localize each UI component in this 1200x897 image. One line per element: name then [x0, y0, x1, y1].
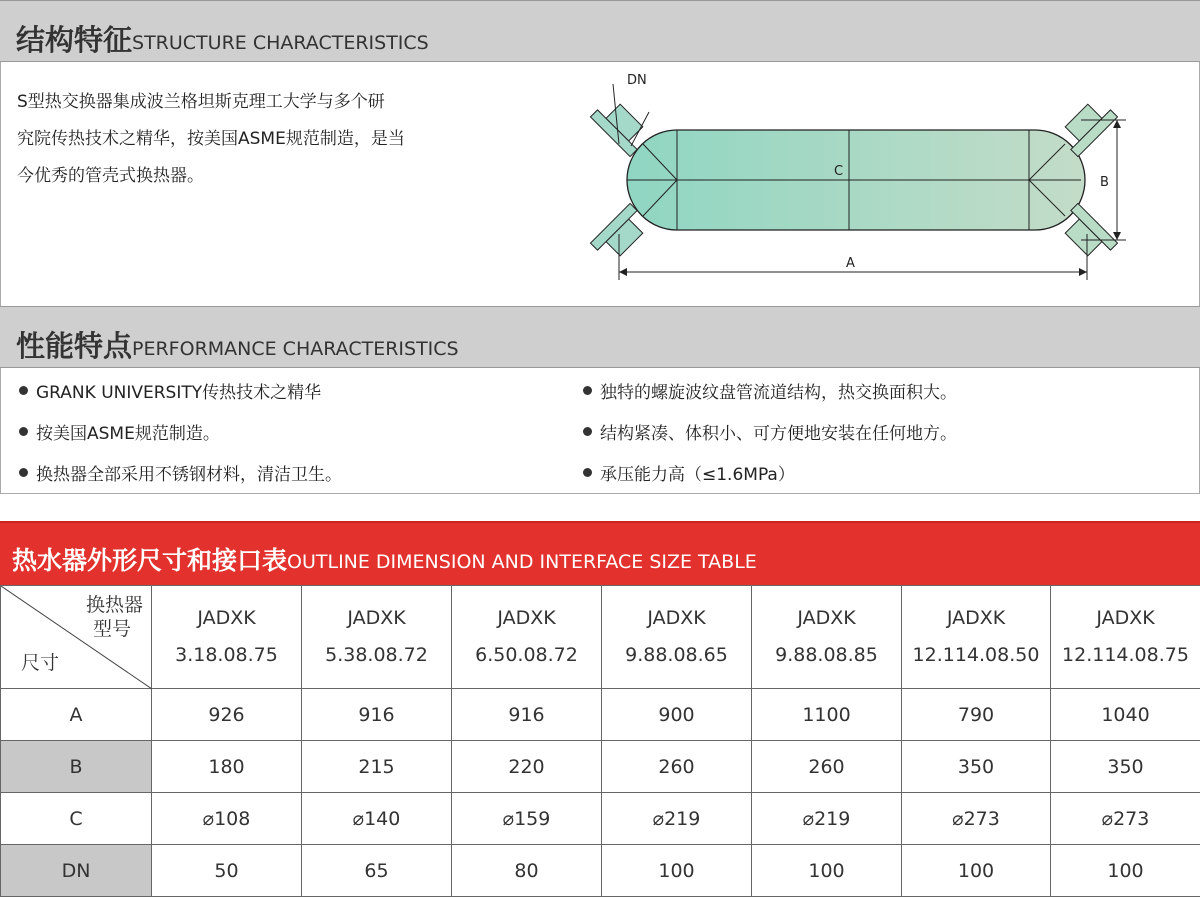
feature-item: [583, 378, 957, 403]
model-line1: JADXK: [1096, 607, 1155, 629]
table-title-cn: 热水器外形尺寸和接口表: [12, 546, 288, 575]
table-header: [0, 521, 1200, 585]
table-row: [1, 741, 1200, 793]
table-cell: 926: [152, 689, 302, 741]
feature-item: [583, 419, 957, 444]
model-line2: 9.88.08.65: [625, 644, 728, 666]
feature-text: 换热器全部采用不锈钢材料，清洁卫生。: [36, 465, 342, 485]
bullet-icon: [583, 427, 592, 436]
a-label: A: [846, 256, 855, 271]
row-label: A: [1, 689, 152, 741]
bullet-icon: [583, 468, 592, 477]
table-cell: 916: [452, 689, 602, 741]
performance-panel: [0, 368, 1200, 494]
structure-title-cn: 结构特征: [16, 23, 133, 57]
intro-line: 今优秀的管壳式换热器。: [17, 166, 204, 186]
model-line1: JADXK: [497, 607, 556, 629]
feature-item: [19, 378, 321, 403]
model-header: [902, 586, 1051, 689]
row-label: DN: [1, 845, 152, 897]
corner-cell: [1, 586, 152, 689]
model-header: [152, 586, 302, 689]
structure-panel: [0, 62, 1200, 306]
bullet-icon: [19, 427, 28, 436]
structure-header: [0, 0, 1200, 62]
dimension-table: [0, 585, 1200, 897]
intro-line: 究院传热技术之精华，按美国ASME规范制造，是当: [17, 129, 405, 149]
table-cell: 80: [452, 845, 602, 897]
table-head-row: [1, 586, 1200, 689]
table-cell: ⌀219: [752, 793, 902, 845]
feature-text: 结构紧凑、体积小、可方便地安装在任何地方。: [600, 424, 957, 444]
table-cell: 100: [752, 845, 902, 897]
table-cell: 180: [152, 741, 302, 793]
table-cell: 790: [902, 689, 1051, 741]
table-cell: 100: [602, 845, 752, 897]
model-line2: 5.38.08.72: [325, 644, 428, 666]
row-label: B: [1, 741, 152, 793]
table-cell: ⌀108: [152, 793, 302, 845]
feature-item: [19, 419, 220, 444]
model-header: [1051, 586, 1200, 689]
table-cell: 260: [752, 741, 902, 793]
model-line2: 12.114.08.50: [912, 644, 1040, 666]
table-cell: 916: [302, 689, 452, 741]
feature-text: 按美国ASME规范制造。: [36, 424, 220, 444]
table-cell: 350: [1051, 741, 1200, 793]
dn-label: DN: [627, 73, 647, 88]
table-row: [1, 689, 1200, 741]
table-cell: 900: [602, 689, 752, 741]
c-label: C: [834, 164, 844, 179]
model-line1: JADXK: [946, 607, 1006, 629]
table-cell: ⌀273: [1051, 793, 1200, 845]
feature-text: GRANK UNIVERSITY传热技术之精华: [36, 383, 322, 403]
model-line1: JADXK: [197, 607, 256, 629]
table-cell: 260: [602, 741, 752, 793]
feature-text: 独特的螺旋波纹盘管流道结构，热交换面积大。: [600, 383, 957, 403]
table-cell: ⌀219: [602, 793, 752, 845]
model-header: [602, 586, 752, 689]
performance-title-en: PERFORMANCE CHARACTERISTICS: [132, 338, 459, 360]
table-cell: 50: [152, 845, 302, 897]
structure-intro: [17, 84, 457, 195]
structure-title-en: STRUCTURE CHARACTERISTICS: [132, 32, 429, 54]
performance-header: [0, 306, 1200, 368]
b-label: B: [1100, 175, 1109, 190]
corner-bottom: 尺寸: [21, 652, 60, 674]
feature-item: [19, 460, 342, 485]
model-header: [752, 586, 902, 689]
table-cell: ⌀273: [902, 793, 1051, 845]
feature-item: [583, 460, 795, 485]
table-cell: ⌀140: [302, 793, 452, 845]
bullet-icon: [19, 468, 28, 477]
table-cell: 65: [302, 845, 452, 897]
model-header: [452, 586, 602, 689]
table-cell: 100: [1051, 845, 1200, 897]
bullet-icon: [583, 386, 592, 395]
table-row: [1, 845, 1200, 897]
model-line2: 12.114.08.75: [1062, 644, 1189, 666]
model-line1: JADXK: [347, 607, 406, 629]
table-cell: 1040: [1051, 689, 1200, 741]
corner-top1: 换热器: [85, 594, 143, 616]
table-cell: 100: [902, 845, 1051, 897]
model-header: [302, 586, 452, 689]
table-cell: 1100: [752, 689, 902, 741]
model-line1: JADXK: [647, 607, 706, 629]
heat-exchanger-diagram: [581, 64, 1141, 300]
feature-text: 承压能力高（≤1.6MPa）: [600, 465, 795, 485]
table-cell: 220: [452, 741, 602, 793]
table-cell: 350: [902, 741, 1051, 793]
table-title-en: OUTLINE DIMENSION AND INTERFACE SIZE TABLE: [287, 551, 757, 573]
table-row: [1, 793, 1200, 845]
bullet-icon: [19, 386, 28, 395]
model-line2: 6.50.08.72: [475, 644, 578, 666]
model-line2: 3.18.08.75: [175, 644, 278, 666]
table-cell: 215: [302, 741, 452, 793]
model-line1: JADXK: [797, 607, 856, 629]
intro-line: S型热交换器集成波兰格坦斯克理工大学与多个研: [17, 92, 385, 112]
table-cell: ⌀159: [452, 793, 602, 845]
corner-top2: 型号: [92, 618, 131, 640]
model-line2: 9.88.08.85: [775, 644, 878, 666]
row-label: C: [1, 793, 152, 845]
performance-title-cn: 性能特点: [16, 329, 133, 363]
